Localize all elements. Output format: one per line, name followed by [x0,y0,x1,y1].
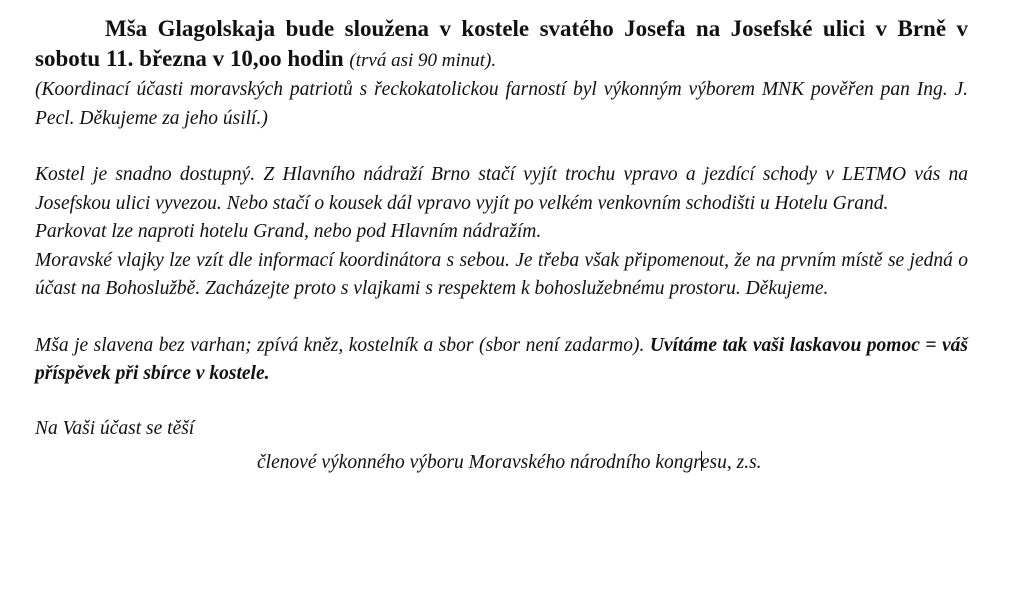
document-page [35,14,968,478]
event-duration-note: (trvá asi 90 minut). [349,50,497,71]
paragraph-spacer [35,304,968,332]
closing-greeting: Na Vaši účast se těší [35,417,195,439]
event-heading [35,14,968,76]
access-paragraph: Kostel je snadno dostupný. Z Hlavního nádraží Brno stačí vyjít trochu vpravo a jezdící schody v LETMO vás na Josefskou ulici vyvezou. Nebo stačí o kousek dál vpravo vyjít po velkém venkovním schodišti u Hotelu Grand. [35,164,968,214]
event-heading-main: Mša Glagolskaja bude sloužena v kostele svatého Josefa na Josefské ulici v Brně v sobotu 11. března v 10,oo hodin [35,16,968,71]
coordination-paragraph: (Koordinací účasti moravských patriotů s řeckokatolickou farností byl výkonným výborem MNK pověřen pan Ing. J. Pecl. Děkujeme za jeho úsilí.) [35,79,968,129]
paragraph-spacer [35,389,968,415]
signature-line [257,449,968,478]
donation-request: Uvítáme tak vaši laskavou pomoc = váš příspěvek při sbírce v kostele. [35,334,968,384]
signature-text-start: členové výkonného výboru Moravského národního kongr [257,452,701,473]
flags-paragraph: Moravské vlajky lze vzít dle informací koordinátora s sebou. Je třeba však připomenout, že na prvním místě se jedná o účast na Bohoslužbě. Zacházejte proto s vlajkami s respektem k bohoslužebnému prostoru. Děkujeme. [35,249,968,299]
mass-info-paragraph [35,332,968,389]
paragraph-spacer [35,133,968,161]
mass-info-text: Mša je slavena bez varhan; zpívá kněz, kostelník a sbor (sbor není zadarmo). [35,334,645,356]
signature-text-end: esu, z.s. [700,452,762,473]
parking-paragraph: Parkovat lze naproti hotelu Grand, nebo pod Hlavním nádražím. [35,221,542,242]
